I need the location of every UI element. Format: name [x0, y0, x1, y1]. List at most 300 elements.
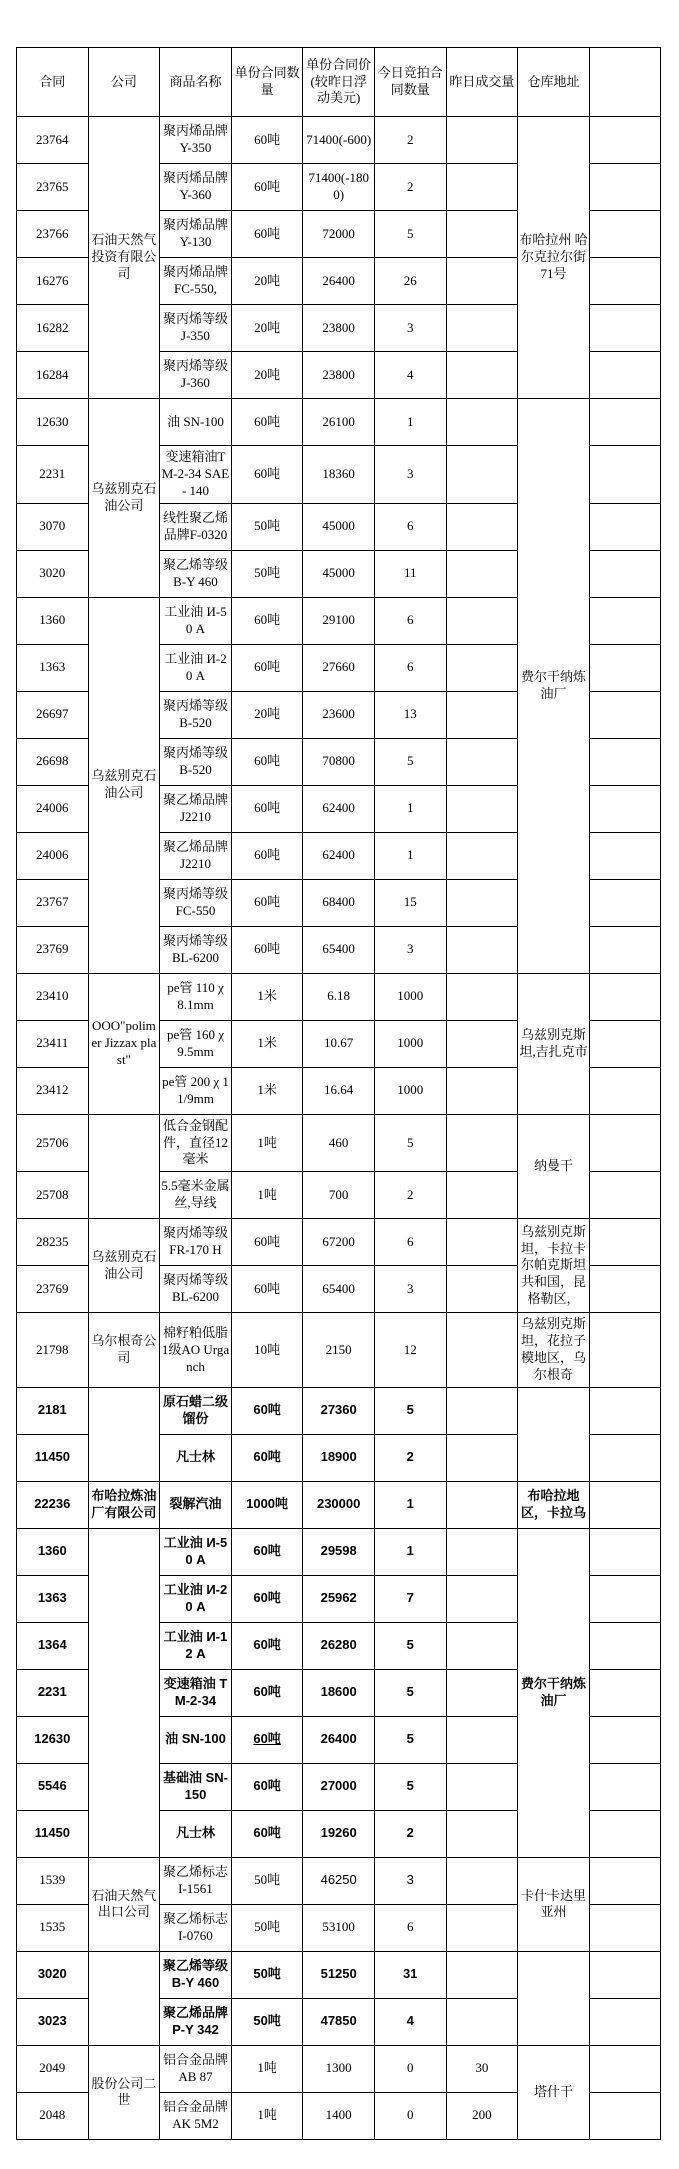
product-cell: 基础油 SN-150: [160, 1763, 232, 1810]
today-bid-cell: 1: [374, 1528, 446, 1575]
contract-cell: 3070: [17, 503, 89, 550]
company-cell: [88, 1528, 160, 1857]
header-row: [17, 48, 661, 117]
product-cell: 聚丙烯等级FC-550: [160, 879, 232, 926]
today-bid-cell: 3: [374, 1857, 446, 1904]
blank-cell: [589, 2092, 661, 2139]
yesterday-volume-cell: [446, 1219, 518, 1266]
table-row: [17, 1387, 661, 1434]
column-header-2: 商品名称: [160, 48, 232, 117]
contract-cell: 23410: [17, 973, 89, 1020]
qty-cell: 1000吨: [231, 1481, 303, 1528]
blank-cell: [589, 117, 661, 164]
qty-cell: 20吨: [231, 305, 303, 352]
today-bid-cell: 6: [374, 644, 446, 691]
today-bid-cell: 2: [374, 1434, 446, 1481]
product-cell: 聚乙烯标志I-0760: [160, 1904, 232, 1951]
warehouse-cell: 塔什干: [518, 2045, 590, 2139]
today-bid-cell: 2: [374, 164, 446, 211]
today-bid-cell: 1000: [374, 1020, 446, 1067]
qty-cell: 60吨: [231, 1810, 303, 1857]
blank-cell: [589, 785, 661, 832]
column-header-0: 合同: [17, 48, 89, 117]
today-bid-cell: 3: [374, 926, 446, 973]
warehouse-cell: 乌兹别克斯坦，花拉子模地区，乌尔根奇: [518, 1313, 590, 1388]
today-bid-cell: 2: [374, 1810, 446, 1857]
price-cell: 25962: [303, 1575, 375, 1622]
contract-cell: 2231: [17, 1669, 89, 1716]
blank-cell: [589, 1716, 661, 1763]
yesterday-volume-cell: [446, 1266, 518, 1313]
contract-cell: 2231: [17, 446, 89, 504]
table-body: [17, 117, 661, 2140]
today-bid-cell: 6: [374, 1219, 446, 1266]
blank-cell: [589, 1810, 661, 1857]
blank-cell: [589, 399, 661, 446]
yesterday-volume-cell: [446, 550, 518, 597]
product-cell: 聚丙烯等级BL-6200: [160, 926, 232, 973]
price-cell: 45000: [303, 550, 375, 597]
blank-cell: [589, 644, 661, 691]
today-bid-cell: 5: [374, 211, 446, 258]
warehouse-cell: 布哈拉地区，卡拉乌: [518, 1481, 590, 1528]
contract-cell: 24006: [17, 785, 89, 832]
blank-cell: [589, 1763, 661, 1810]
price-cell: 68400: [303, 879, 375, 926]
yesterday-volume-cell: [446, 211, 518, 258]
qty-cell: 60吨: [231, 446, 303, 504]
product-cell: 铝合金品牌AK 5M2: [160, 2092, 232, 2139]
product-cell: 聚丙烯等级B-520: [160, 691, 232, 738]
contract-cell: 24006: [17, 832, 89, 879]
blank-cell: [589, 1528, 661, 1575]
product-cell: 工业油 И-12 A: [160, 1622, 232, 1669]
yesterday-volume-cell: [446, 1481, 518, 1528]
today-bid-cell: 3: [374, 446, 446, 504]
qty-cell: 50吨: [231, 1857, 303, 1904]
company-cell: 布哈拉炼油厂有限公司: [88, 1481, 160, 1528]
warehouse-cell: 布哈拉州 哈尔克拉尔街71号: [518, 117, 590, 399]
qty-cell: 60吨: [231, 1387, 303, 1434]
blank-cell: [589, 352, 661, 399]
yesterday-volume-cell: [446, 305, 518, 352]
qty-cell: 50吨: [231, 1998, 303, 2045]
contracts-table: [16, 47, 661, 2140]
qty-cell: 1吨: [231, 2092, 303, 2139]
column-header-1: 公司: [88, 48, 160, 117]
product-cell: 工业油 И-20 A: [160, 1575, 232, 1622]
warehouse-cell: [518, 1951, 590, 2045]
price-cell: 27360: [303, 1387, 375, 1434]
blank-cell: [589, 832, 661, 879]
blank-cell: [589, 305, 661, 352]
table-header: [17, 48, 661, 117]
yesterday-volume-cell: [446, 879, 518, 926]
yesterday-volume-cell: [446, 352, 518, 399]
blank-cell: [589, 597, 661, 644]
price-cell: 47850: [303, 1998, 375, 2045]
product-cell: 聚丙烯等级 FR-170 H: [160, 1219, 232, 1266]
warehouse-cell: 费尔干纳炼油厂: [518, 1528, 590, 1857]
qty-cell: 60吨: [231, 399, 303, 446]
product-cell: 变速箱油 TM-2-34: [160, 1669, 232, 1716]
yesterday-volume-cell: [446, 1669, 518, 1716]
contract-cell: 1364: [17, 1622, 89, 1669]
today-bid-cell: 1000: [374, 973, 446, 1020]
table-row: [17, 1114, 661, 1172]
blank-cell: [589, 503, 661, 550]
price-cell: 53100: [303, 1904, 375, 1951]
price-cell: 70800: [303, 738, 375, 785]
product-cell: 工业油 И-50 A: [160, 597, 232, 644]
today-bid-cell: 4: [374, 1998, 446, 2045]
blank-cell: [589, 1857, 661, 1904]
warehouse-cell: 纳曼干: [518, 1114, 590, 1219]
blank-cell: [589, 973, 661, 1020]
today-bid-cell: 1: [374, 785, 446, 832]
blank-cell: [589, 1669, 661, 1716]
column-header-7: 仓库地址: [518, 48, 590, 117]
product-cell: 聚丙烯等级B-520: [160, 738, 232, 785]
company-cell: 乌兹别克石油公司: [88, 597, 160, 973]
price-cell: 26100: [303, 399, 375, 446]
yesterday-volume-cell: [446, 1810, 518, 1857]
qty-cell: 1吨: [231, 1172, 303, 1219]
product-cell: pe管 160 χ 9.5mm: [160, 1020, 232, 1067]
today-bid-cell: 5: [374, 1763, 446, 1810]
price-cell: 6.18: [303, 973, 375, 1020]
column-header-3: 单份合同数量: [231, 48, 303, 117]
table-row: [17, 1857, 661, 1904]
product-cell: 低合金钢配件，直径12毫米: [160, 1114, 232, 1172]
yesterday-volume-cell: [446, 973, 518, 1020]
today-bid-cell: 3: [374, 1266, 446, 1313]
qty-cell: 60吨: [231, 211, 303, 258]
today-bid-cell: 1: [374, 832, 446, 879]
qty-cell: 20吨: [231, 258, 303, 305]
contract-cell: 1363: [17, 1575, 89, 1622]
today-bid-cell: 5: [374, 1387, 446, 1434]
product-cell: 聚丙烯等级J-350: [160, 305, 232, 352]
today-bid-cell: 5: [374, 1114, 446, 1172]
qty-cell: 60吨: [231, 1716, 303, 1763]
blank-cell: [589, 926, 661, 973]
today-bid-cell: 1: [374, 399, 446, 446]
contract-cell: 26697: [17, 691, 89, 738]
price-cell: 700: [303, 1172, 375, 1219]
product-cell: 聚乙烯等级B-Y 460: [160, 1951, 232, 1998]
price-cell: 230000: [303, 1481, 375, 1528]
product-cell: 聚丙烯等级J-360: [160, 352, 232, 399]
contract-cell: 1535: [17, 1904, 89, 1951]
product-cell: 线性聚乙烯品牌F-0320: [160, 503, 232, 550]
contract-cell: 12630: [17, 399, 89, 446]
price-cell: 18360: [303, 446, 375, 504]
blank-cell: [589, 738, 661, 785]
yesterday-volume-cell: [446, 926, 518, 973]
product-cell: 铝合金品牌AB 87: [160, 2045, 232, 2092]
yesterday-volume-cell: [446, 117, 518, 164]
today-bid-cell: 4: [374, 352, 446, 399]
price-cell: 10.67: [303, 1020, 375, 1067]
column-header-6: 昨日成交量: [446, 48, 518, 117]
product-cell: 聚乙烯品牌J2210: [160, 785, 232, 832]
blank-cell: [589, 1313, 661, 1388]
today-bid-cell: 5: [374, 1669, 446, 1716]
yesterday-volume-cell: [446, 446, 518, 504]
contract-cell: 2048: [17, 2092, 89, 2139]
yesterday-volume-cell: [446, 1313, 518, 1388]
today-bid-cell: 26: [374, 258, 446, 305]
yesterday-volume-cell: [446, 1951, 518, 1998]
contract-cell: 16282: [17, 305, 89, 352]
price-cell: 65400: [303, 926, 375, 973]
today-bid-cell: 15: [374, 879, 446, 926]
price-cell: 23600: [303, 691, 375, 738]
price-cell: 16.64: [303, 1067, 375, 1114]
today-bid-cell: 11: [374, 550, 446, 597]
contract-cell: 3020: [17, 550, 89, 597]
contract-cell: 23411: [17, 1020, 89, 1067]
blank-cell: [589, 258, 661, 305]
price-cell: 460: [303, 1114, 375, 1172]
price-cell: 72000: [303, 211, 375, 258]
blank-cell: [589, 1067, 661, 1114]
product-cell: 聚乙烯品牌J2210: [160, 832, 232, 879]
table-row: [17, 1313, 661, 1388]
contract-cell: 5546: [17, 1763, 89, 1810]
contract-cell: 16284: [17, 352, 89, 399]
qty-cell: 60吨: [231, 1763, 303, 1810]
table-row: [17, 399, 661, 446]
yesterday-volume-cell: [446, 1434, 518, 1481]
yesterday-volume-cell: [446, 1998, 518, 2045]
contract-cell: 23767: [17, 879, 89, 926]
yesterday-volume-cell: [446, 832, 518, 879]
qty-cell: 60吨: [231, 832, 303, 879]
qty-cell: 60吨: [231, 117, 303, 164]
product-cell: pe管 110 χ 8.1mm: [160, 973, 232, 1020]
product-cell: 聚乙烯品牌P-Y 342: [160, 1998, 232, 2045]
contract-cell: 23766: [17, 211, 89, 258]
yesterday-volume-cell: [446, 1387, 518, 1434]
yesterday-volume-cell: [446, 1622, 518, 1669]
price-cell: 29100: [303, 597, 375, 644]
qty-cell: 50吨: [231, 503, 303, 550]
warehouse-cell: 费尔干纳炼油厂: [518, 399, 590, 974]
price-cell: 27660: [303, 644, 375, 691]
today-bid-cell: 2: [374, 117, 446, 164]
product-cell: 聚乙烯标志I-1561: [160, 1857, 232, 1904]
today-bid-cell: 0: [374, 2092, 446, 2139]
price-cell: 18900: [303, 1434, 375, 1481]
qty-cell: 60吨: [231, 738, 303, 785]
company-cell: 石油天然气投资有限公司: [88, 117, 160, 399]
today-bid-cell: 1000: [374, 1067, 446, 1114]
yesterday-volume-cell: [446, 785, 518, 832]
contract-cell: 3020: [17, 1951, 89, 1998]
qty-cell: 50吨: [231, 550, 303, 597]
blank-cell: [589, 1481, 661, 1528]
today-bid-cell: 31: [374, 1951, 446, 1998]
contract-cell: 1363: [17, 644, 89, 691]
qty-cell: 1吨: [231, 1114, 303, 1172]
table-row: [17, 1219, 661, 1266]
price-cell: 45000: [303, 503, 375, 550]
blank-cell: [589, 550, 661, 597]
warehouse-cell: 乌兹别克斯坦，卡拉卡尔帕克斯坦共和国，昆格勒区，: [518, 1219, 590, 1313]
contract-cell: 1360: [17, 1528, 89, 1575]
today-bid-cell: 13: [374, 691, 446, 738]
blank-cell: [589, 1172, 661, 1219]
today-bid-cell: 2: [374, 1172, 446, 1219]
today-bid-cell: 3: [374, 305, 446, 352]
price-cell: 67200: [303, 1219, 375, 1266]
blank-cell: [589, 1622, 661, 1669]
product-cell: 工业油 И-50 A: [160, 1528, 232, 1575]
blank-cell: [589, 211, 661, 258]
price-cell: 65400: [303, 1266, 375, 1313]
blank-cell: [589, 1114, 661, 1172]
product-cell: 凡士林: [160, 1810, 232, 1857]
qty-cell: 1米: [231, 1020, 303, 1067]
price-cell: 26280: [303, 1622, 375, 1669]
qty-cell: 10吨: [231, 1313, 303, 1388]
product-cell: pe管 200 χ 11/9mm: [160, 1067, 232, 1114]
contract-cell: 23765: [17, 164, 89, 211]
qty-cell: 60吨: [231, 1434, 303, 1481]
price-cell: 23800: [303, 305, 375, 352]
column-header-5: 今日竞拍合同数量: [374, 48, 446, 117]
qty-cell: 60吨: [231, 1669, 303, 1716]
qty-cell: 50吨: [231, 1951, 303, 1998]
product-cell: 油 SN-100: [160, 1716, 232, 1763]
yesterday-volume-cell: [446, 1528, 518, 1575]
yesterday-volume-cell: [446, 164, 518, 211]
product-cell: 聚乙烯等级B-Y 460: [160, 550, 232, 597]
product-cell: 5.5毫米金属丝,导线: [160, 1172, 232, 1219]
today-bid-cell: 7: [374, 1575, 446, 1622]
product-cell: 凡士林: [160, 1434, 232, 1481]
qty-cell: 20吨: [231, 352, 303, 399]
product-cell: 工业油 И-20 A: [160, 644, 232, 691]
price-cell: 46250: [303, 1857, 375, 1904]
price-cell: 51250: [303, 1951, 375, 1998]
contract-cell: 21798: [17, 1313, 89, 1388]
price-cell: 19260: [303, 1810, 375, 1857]
contract-cell: 2181: [17, 1387, 89, 1434]
yesterday-volume-cell: 200: [446, 2092, 518, 2139]
yesterday-volume-cell: [446, 1114, 518, 1172]
contract-cell: 28235: [17, 1219, 89, 1266]
qty-cell: 60吨: [231, 1575, 303, 1622]
contract-cell: 23764: [17, 117, 89, 164]
today-bid-cell: 6: [374, 1904, 446, 1951]
yesterday-volume-cell: [446, 1857, 518, 1904]
product-cell: 油 SN-100: [160, 399, 232, 446]
yesterday-volume-cell: [446, 1067, 518, 1114]
price-cell: 23800: [303, 352, 375, 399]
yesterday-volume-cell: [446, 1020, 518, 1067]
contract-cell: 23412: [17, 1067, 89, 1114]
qty-cell: 60吨: [231, 879, 303, 926]
product-cell: 棉籽粕低脂1级AO Urganch: [160, 1313, 232, 1388]
warehouse-cell: [518, 1387, 590, 1481]
product-cell: 聚丙烯品牌Y-350: [160, 117, 232, 164]
product-cell: 原石蜡二级馏份: [160, 1387, 232, 1434]
blank-cell: [589, 1951, 661, 1998]
blank-cell: [589, 691, 661, 738]
table-row: [17, 117, 661, 164]
table-row: [17, 1481, 661, 1528]
price-cell: 71400(-1800): [303, 164, 375, 211]
blank-cell: [589, 1575, 661, 1622]
price-cell: 26400: [303, 1716, 375, 1763]
contract-cell: 12630: [17, 1716, 89, 1763]
blank-cell: [589, 1387, 661, 1434]
table-row: [17, 973, 661, 1020]
yesterday-volume-cell: [446, 1763, 518, 1810]
yesterday-volume-cell: [446, 399, 518, 446]
table-row: [17, 1951, 661, 1998]
contract-cell: 1360: [17, 597, 89, 644]
company-cell: [88, 1114, 160, 1219]
blank-cell: [589, 1266, 661, 1313]
product-cell: 裂解汽油: [160, 1481, 232, 1528]
yesterday-volume-cell: [446, 691, 518, 738]
qty-cell: 60吨: [231, 164, 303, 211]
qty-cell: 1吨: [231, 2045, 303, 2092]
company-cell: OOO"polimer Jizzax plast": [88, 973, 160, 1114]
price-cell: 29598: [303, 1528, 375, 1575]
blank-cell: [589, 1904, 661, 1951]
price-cell: 62400: [303, 832, 375, 879]
table-row: [17, 2045, 661, 2092]
company-cell: 乌尔根奇公司: [88, 1313, 160, 1388]
blank-cell: [589, 879, 661, 926]
qty-cell: 1米: [231, 973, 303, 1020]
contract-cell: 25706: [17, 1114, 89, 1172]
table-row: [17, 1528, 661, 1575]
qty-cell: 60吨: [231, 597, 303, 644]
product-cell: 变速箱油TM-2-34 SAE - 140: [160, 446, 232, 504]
price-cell: 71400(-600): [303, 117, 375, 164]
warehouse-cell: 乌兹别克斯坦,吉扎克市: [518, 973, 590, 1114]
yesterday-volume-cell: [446, 1575, 518, 1622]
contract-cell: 22236: [17, 1481, 89, 1528]
contract-cell: 3023: [17, 1998, 89, 2045]
qty-cell: 60吨: [231, 1528, 303, 1575]
product-cell: 聚丙烯品牌Y-360: [160, 164, 232, 211]
column-header-8: [589, 48, 661, 117]
today-bid-cell: 6: [374, 597, 446, 644]
company-cell: [88, 1951, 160, 2045]
blank-cell: [589, 1219, 661, 1266]
yesterday-volume-cell: [446, 738, 518, 785]
yesterday-volume-cell: [446, 1904, 518, 1951]
today-bid-cell: 5: [374, 1622, 446, 1669]
blank-cell: [589, 2045, 661, 2092]
yesterday-volume-cell: [446, 258, 518, 305]
product-cell: 聚丙烯等级BL-6200: [160, 1266, 232, 1313]
company-cell: 乌兹别克石油公司: [88, 399, 160, 598]
blank-cell: [589, 1020, 661, 1067]
today-bid-cell: 6: [374, 503, 446, 550]
yesterday-volume-cell: [446, 1716, 518, 1763]
company-cell: 石油天然气出口公司: [88, 1857, 160, 1951]
company-cell: 股份公司二世: [88, 2045, 160, 2139]
price-cell: 2150: [303, 1313, 375, 1388]
